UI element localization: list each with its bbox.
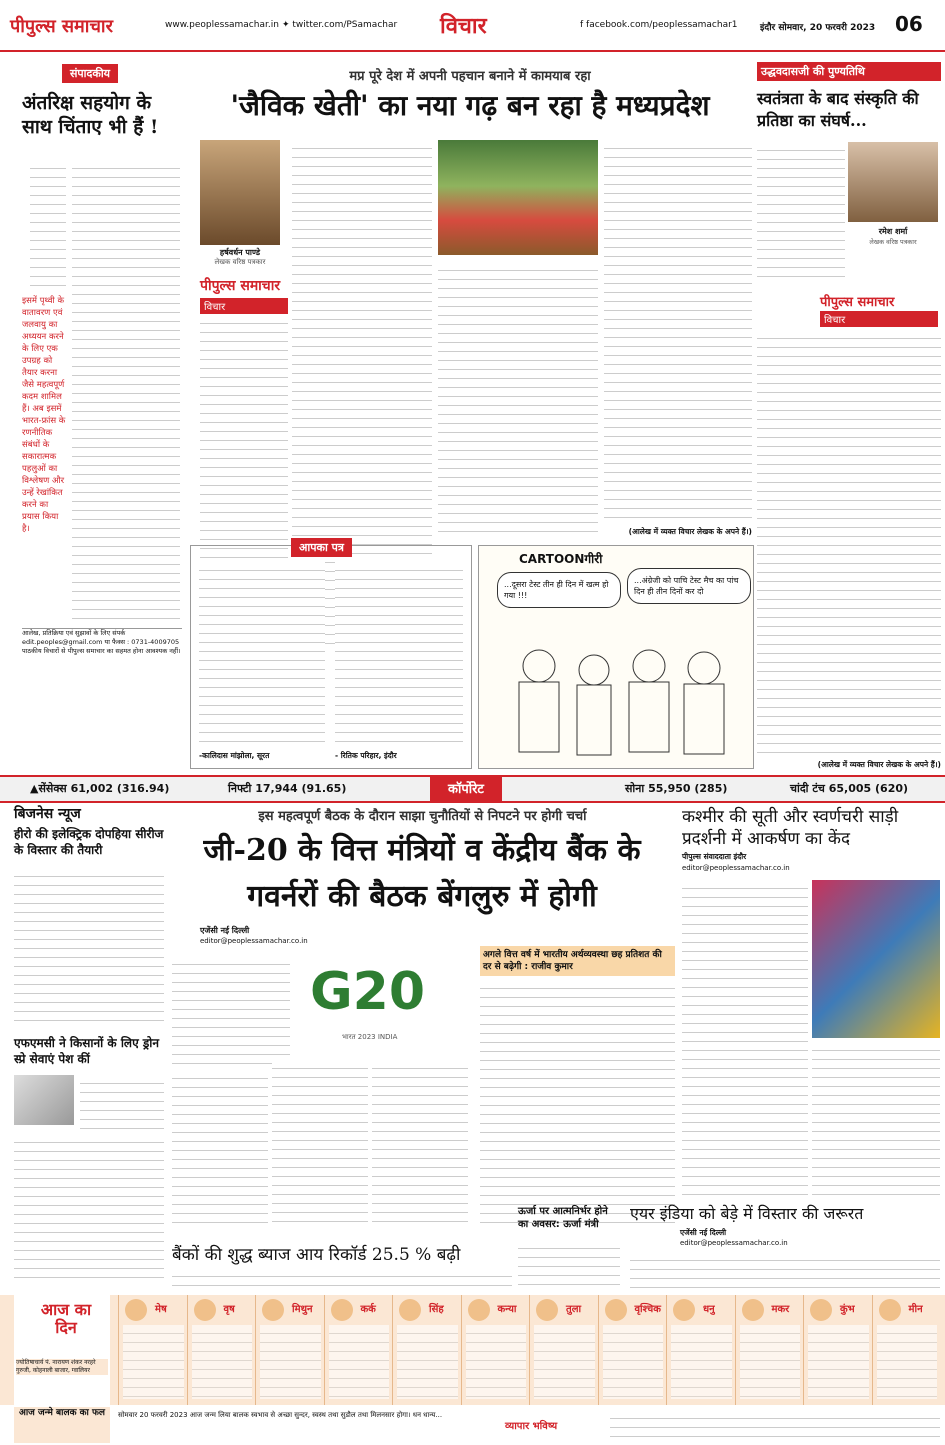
energy-head: ऊर्जा पर आत्मनिर्भर होने का अवसर: ऊर्जा मंत्री bbox=[518, 1206, 608, 1230]
silver: चांदी टंच 65,005 (620) bbox=[790, 782, 909, 795]
g20-body-col2 bbox=[272, 1060, 368, 1230]
saree-photo bbox=[812, 880, 940, 1038]
g20-body-col1 bbox=[172, 956, 290, 1066]
business-story-2-head: एफएमसी ने किसानों के लिए ड्रोन स्प्रे सेवाएं पेश कीं bbox=[14, 1036, 160, 1066]
rashi-name: वृष bbox=[223, 1304, 235, 1315]
g20-kicker: इस महत्वपूर्ण बैठक के दौरान साझा चुनौतियों से निपटने पर होगी चर्चा bbox=[258, 809, 587, 824]
horoscope-strip bbox=[0, 1295, 945, 1405]
rashi-6 bbox=[461, 1295, 531, 1405]
footer-line: आलेख, प्रतिक्रिया एवं सुझावों के लिए संपर्क bbox=[22, 629, 126, 637]
rashi-name: वृश्चिक bbox=[634, 1304, 661, 1315]
twitter-handle[interactable]: ✦ twitter.com/PSamachar bbox=[282, 20, 398, 30]
facebook-icon: f bbox=[580, 20, 587, 30]
editorial-body bbox=[72, 160, 180, 620]
econ-head: अगले वित्त वर्ष में भारतीय अर्थव्यवस्था छह प्रतिशत की दर से बढ़ेगी : राजीव कुमार bbox=[480, 946, 675, 976]
carrot-photo bbox=[438, 140, 598, 255]
editorial-column bbox=[22, 62, 182, 139]
zodiac-icon bbox=[331, 1299, 353, 1321]
rashi-name: कुंभ bbox=[840, 1304, 855, 1315]
website[interactable]: www.peoplessamachar.in bbox=[165, 20, 279, 30]
nifty: निफ्टी 17,944 (91.65) bbox=[228, 782, 347, 795]
rashi-text bbox=[260, 1325, 321, 1399]
g20-body-col1b bbox=[172, 1070, 268, 1230]
editorial-pull-quote: इसमें पृथ्वी के वातावरण एवं जलवायु का अध्ययन करने के लिए एक उपग्रह को तैयार करना जैसे महत्वपूर्ण कदम शामिल हैं। अब इसमें भारत-फ्रांस के रणनीतिक संबंधों के सकारात्मक पहलुओं का विश्लेषण और उन्हें रेखांकित करने का प्रयास किया है। bbox=[22, 296, 66, 534]
footer-email[interactable]: edit.peoples@gmail.com या फैक्स : 0731-4009705 bbox=[22, 638, 180, 646]
lead-author-role: लेखक वरिष्ठ पत्रकार bbox=[214, 258, 266, 266]
rashi-8 bbox=[598, 1295, 668, 1405]
letter-1-sign: -कालिदास मांझोला, सूरत bbox=[199, 751, 270, 760]
footer-disclaimer: पाठकीय विचारों से पीपुल्स समाचार का सहमत होना आवश्यक नहीं। bbox=[22, 647, 181, 655]
rashi-2 bbox=[187, 1295, 257, 1405]
kashmir-body-col1 bbox=[682, 880, 808, 1195]
business-story-1-head: हीरो की इलेक्ट्रिक दोपहिया सीरीज के विस्तार की तैयारी bbox=[14, 827, 164, 857]
author-photo bbox=[200, 140, 280, 245]
lead-body-col2 bbox=[438, 262, 598, 537]
cartoon-drawing bbox=[479, 636, 753, 766]
g20-body-col3 bbox=[372, 1060, 468, 1230]
tribute-author-photo bbox=[848, 142, 938, 222]
letter-2 bbox=[335, 562, 463, 747]
business-story-1-body bbox=[14, 868, 164, 1028]
kashmir-body-col2 bbox=[812, 1042, 940, 1195]
airindia-body bbox=[630, 1252, 940, 1293]
rashi-name: सिंह bbox=[429, 1304, 444, 1315]
business-tag: बिजनेस न्यूज bbox=[14, 806, 81, 822]
zodiac-icon bbox=[810, 1299, 832, 1321]
gold: सोना 55,950 (285) bbox=[625, 782, 728, 795]
logo[interactable]: पीपुल्स समाचार bbox=[10, 16, 113, 37]
g20-logo-text: G20 bbox=[310, 962, 426, 1022]
cartoon-bubble-2: ...अंग्रेजी को पाचि टेस्ट मैच का पांच दिन ही तीन दिनों कर दो bbox=[627, 568, 751, 604]
airindia-head: एयर इंडिया को बेड़े में विस्तार की जरूरत bbox=[630, 1204, 864, 1223]
business-forecast-label: व्यापार भविष्य bbox=[505, 1421, 558, 1432]
rashi-12 bbox=[872, 1295, 942, 1405]
rashi-5 bbox=[392, 1295, 462, 1405]
rashi-text bbox=[603, 1325, 664, 1399]
business-story-2-body-b bbox=[14, 1134, 164, 1284]
letter-1 bbox=[199, 562, 325, 747]
zodiac-icon bbox=[468, 1299, 490, 1321]
tribute-logo: पीपुल्स समाचार bbox=[820, 295, 895, 310]
airindia-email[interactable]: editor@peoplessamachar.co.in bbox=[680, 1239, 788, 1247]
econ-body bbox=[480, 980, 675, 1230]
bank-head: बैंकों की शुद्ध ब्याज आय रिकॉर्ड 25.5 % बढ़ी bbox=[172, 1245, 461, 1265]
cartoon-box bbox=[478, 545, 754, 769]
rashi-11 bbox=[803, 1295, 873, 1405]
rashi-text bbox=[808, 1325, 869, 1399]
vichar-logo: पीपुल्स समाचार bbox=[200, 278, 281, 294]
lead-author-name: हर्षवर्धन पाण्डे bbox=[219, 248, 261, 257]
tribute-body-top bbox=[757, 142, 845, 282]
rashi-text bbox=[123, 1325, 184, 1399]
corporate-section: कॉर्पोरेट bbox=[430, 777, 502, 801]
born-today-label: आज जन्मे बालक का फल bbox=[14, 1407, 110, 1443]
rashi-name: कन्या bbox=[497, 1304, 517, 1315]
zodiac-icon bbox=[262, 1299, 284, 1321]
rashi-text bbox=[397, 1325, 458, 1399]
cartoon-bubble-1: ...दूसरा टेस्ट तीन ही दिन में खत्म हो गया !!! bbox=[497, 572, 621, 608]
rashi-text bbox=[671, 1325, 732, 1399]
rashi-name: तुला bbox=[566, 1304, 582, 1315]
rashi-name: मिथुन bbox=[292, 1304, 313, 1315]
rashi-10 bbox=[735, 1295, 805, 1405]
energy-body bbox=[518, 1240, 620, 1293]
g20-byline: एजेंसी नई दिल्ली bbox=[200, 926, 250, 935]
jyotish-credit: ज्योतिषाचार्य पं. नारायण शंकर नरहरे गुरुजी, कोहनाली बाजार, ग्वालियर bbox=[16, 1359, 108, 1375]
lead-body-col3 bbox=[604, 140, 752, 525]
lead-headline: 'जैविक खेती' का नया गढ़ बन रहा है मध्यप्रदेश bbox=[230, 89, 710, 122]
rashi-text bbox=[877, 1325, 938, 1399]
rashi-text bbox=[740, 1325, 801, 1399]
dateline: इंदौर सोमवार, 20 फरवरी 2023 bbox=[760, 23, 876, 33]
rashi-text bbox=[466, 1325, 527, 1399]
horoscope-header bbox=[14, 1295, 110, 1405]
page-number: 06 bbox=[895, 12, 923, 36]
g20-logo bbox=[300, 956, 440, 1051]
g20-email[interactable]: editor@peoplessamachar.co.in bbox=[200, 937, 308, 945]
zodiac-icon bbox=[673, 1299, 695, 1321]
tribute-author-role: लेखक वरिष्ठ पत्रकार bbox=[869, 238, 917, 246]
lead-kicker: मप्र पूरे देश में अपनी पहचान बनाने में कामयाब रहा bbox=[349, 69, 591, 84]
editorial-body-left bbox=[30, 160, 66, 290]
rashi-4 bbox=[324, 1295, 394, 1405]
business-story-2-body-a bbox=[80, 1075, 164, 1130]
editorial-headline: अंतरिक्ष सहयोग के साथ चिंताए भी हैं ! bbox=[22, 92, 159, 138]
zodiac-icon bbox=[399, 1299, 421, 1321]
rashi-name: मकर bbox=[771, 1304, 790, 1315]
zodiac-icon bbox=[605, 1299, 627, 1321]
tribute-author-name: रमेश शर्मा bbox=[878, 227, 908, 236]
airindia-byline: एजेंसी नई दिल्ली bbox=[680, 1228, 727, 1237]
tribute-vichar-tag: विचार bbox=[820, 311, 938, 327]
rashi-3 bbox=[255, 1295, 325, 1405]
zodiac-icon bbox=[536, 1299, 558, 1321]
g20-headline: जी-20 के वित्त मंत्रियों व केंद्रीय बैंक के गवर्नरों की बैठक बेंगलुरु में होगी bbox=[203, 833, 641, 914]
rashi-name: मेष bbox=[155, 1304, 167, 1315]
tribute-body bbox=[757, 330, 941, 760]
sensex: ▲सेंसेक्स 61,002 (316.94) bbox=[30, 782, 170, 795]
rashi-7 bbox=[529, 1295, 599, 1405]
born-today-text: सोमवार 20 फरवरी 2023 आज जन्म लिया बालक स्वभाव से अच्छा सुन्दर, स्वस्थ तथा सुडौल तथा मिलनसार होगा। धन धान्य... bbox=[118, 1411, 443, 1419]
tribute-tag: उद्धवदासजी की पुण्यतिथि bbox=[757, 62, 941, 81]
horoscope-title: आज का दिन bbox=[40, 1300, 92, 1337]
editorial-tag: संपादकीय bbox=[62, 64, 118, 83]
rashi-name: कर्क bbox=[360, 1304, 376, 1315]
letter-2-sign: - रितिक परिहार, इंदौर bbox=[335, 751, 397, 760]
masthead bbox=[0, 0, 945, 52]
tribute-note: (आलेख में व्यक्त विचार लेखक के अपने हैं।) bbox=[817, 760, 941, 769]
kashmir-email[interactable]: editor@peoplessamachar.co.in bbox=[682, 864, 790, 872]
facebook-handle[interactable]: f facebook.com/peoplessamachar1 bbox=[580, 20, 738, 30]
editorial-footer bbox=[22, 628, 182, 656]
letters-tag: आपका पत्र bbox=[291, 538, 352, 557]
rashi-text bbox=[192, 1325, 253, 1399]
g20-logo-sub: भारत 2023 INDIA bbox=[342, 1033, 398, 1041]
rashi-9 bbox=[666, 1295, 736, 1405]
bull-icon: ▲ bbox=[30, 782, 39, 795]
cartoon-tag: CARTOONगीरी bbox=[519, 552, 603, 566]
zodiac-icon bbox=[879, 1299, 901, 1321]
section-name: विचार bbox=[440, 14, 487, 39]
rashi-text bbox=[329, 1325, 390, 1399]
market-ticker bbox=[0, 775, 945, 803]
zodiac-icon bbox=[194, 1299, 216, 1321]
lead-note: (आलेख में व्यक्त विचार लेखक के अपने हैं।) bbox=[628, 527, 752, 536]
kashmir-head: कश्मीर की सूती और स्वर्णचरी साड़ी प्रदर्शनी में आकर्षण का केंद bbox=[682, 807, 899, 849]
rashi-name: धनु bbox=[703, 1304, 715, 1315]
zodiac-icon bbox=[742, 1299, 764, 1321]
kashmir-byline: पीपुल्स संवाददाता इंदौर bbox=[682, 852, 747, 861]
letters-box bbox=[190, 541, 472, 769]
twitter-icon: ✦ bbox=[282, 20, 293, 30]
zodiac-icon bbox=[125, 1299, 147, 1321]
rashi-name: मीन bbox=[908, 1304, 923, 1315]
rashi-1 bbox=[118, 1295, 188, 1405]
drone-image bbox=[14, 1075, 74, 1125]
rashi-text bbox=[534, 1325, 595, 1399]
tribute-headline: स्वतंत्रता के बाद संस्कृति की प्रतिष्ठा का संघर्ष... bbox=[757, 89, 919, 130]
lead-vichar-tag: विचार bbox=[200, 298, 288, 314]
bank-body bbox=[172, 1268, 512, 1293]
business-forecast-text bbox=[610, 1410, 940, 1440]
